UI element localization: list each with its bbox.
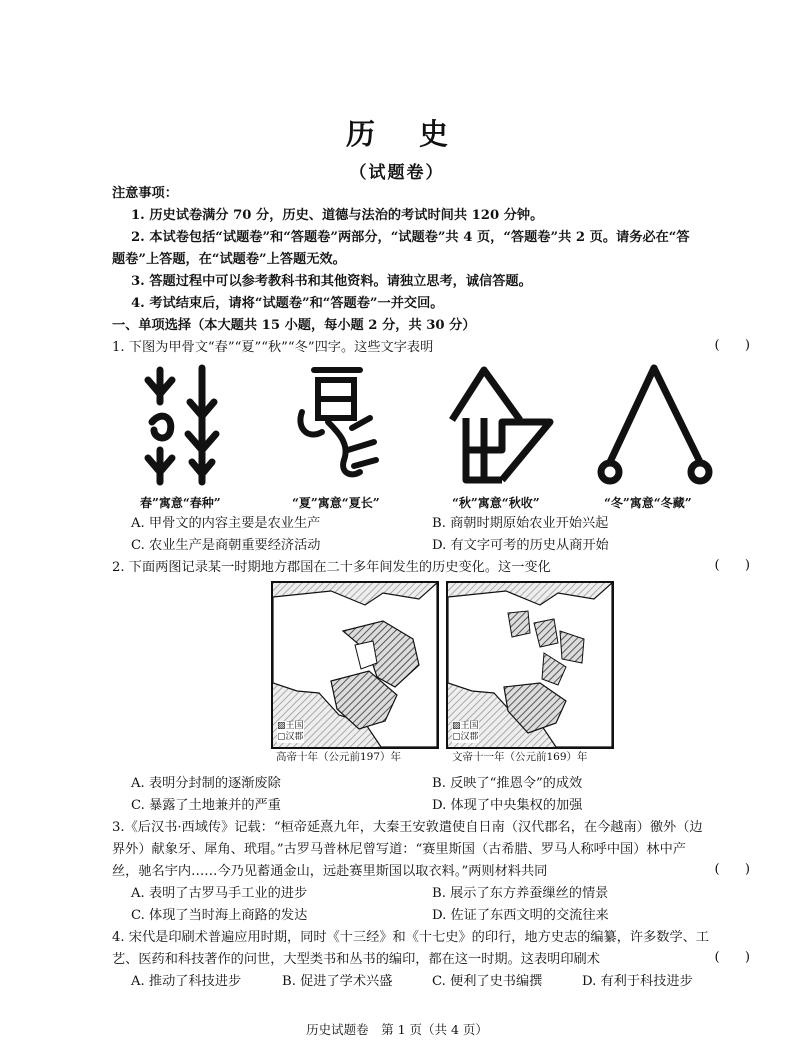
q3-line-1: 3.《后汉书·西域传》记载：“桓帝延熹九年，大秦王安敦遣使自日南（汉代郡名，在今越南）徼外（边	[112, 820, 703, 835]
note-2-cont: 题卷”上答题，在“试题卷”上答题无效。	[112, 252, 346, 267]
q1-caption-chun: 春”寓意“春种”	[140, 496, 221, 510]
q2-answer-paren: ( )	[714, 558, 750, 573]
q4-line-1: 4. 宋代是印刷术普遍应用时期，同时《十三经》和《十七史》的印行，地方史志的编纂，许多数学、工	[112, 930, 710, 945]
page-subtitle: （试题卷）	[349, 163, 445, 183]
map-gaodi-caption: 高帝十年（公元前197）年	[276, 751, 402, 763]
q2-option-d: D. 体现了中央集权的加强	[432, 798, 583, 813]
q4-line-2: 艺、医药和科技著作的问世，大型类书和丛书的编印，都在这一时期。这表明印刷术	[112, 952, 600, 967]
q1-answer-paren: ( )	[714, 338, 750, 353]
map-gaodi-legend: ▨王国 ▢汉郡	[277, 721, 304, 742]
oracle-qiu-glyph	[446, 362, 556, 487]
note-2: 2. 本试卷包括“试题卷”和“答题卷”两部分，“试题卷”共 4 页，“答题卷”共 2 页。请务必在“答	[131, 230, 690, 245]
section-heading: 一、单项选择（本大题共 15 小题，每小题 2 分，共 30 分）	[112, 318, 476, 333]
map-wendi	[446, 581, 614, 749]
q1-stem: 1. 下图为甲骨文“春”“夏”“秋”“冬”四字。这些文字表明	[112, 340, 434, 355]
q4-option-c: C. 便利了史书编撰	[432, 974, 543, 989]
q2-option-c: C. 暴露了土地兼并的严重	[131, 798, 281, 813]
page-footer: 历史试题卷 第 1 页（共 4 页）	[306, 1022, 488, 1037]
q1-option-c: C. 农业生产是商朝重要经济活动	[131, 538, 321, 553]
q1-option-a: A. 甲骨文的内容主要是农业生产	[131, 516, 321, 531]
map-wendi-caption: 文帝十一年（公元前169）年	[452, 751, 588, 763]
q3-option-b: B. 展示了东方养蚕缫丝的情景	[432, 886, 609, 901]
q1-option-b: B. 商朝时期原始农业开始兴起	[432, 516, 609, 531]
q4-option-b: B. 促进了学术兴盛	[282, 974, 393, 989]
q2-option-b: B. 反映了“推恩令”的成效	[432, 776, 583, 791]
note-1: 1. 历史试卷满分 70 分，历史、道德与法治的考试时间共 120 分钟。	[131, 208, 544, 223]
map-wendi-legend: ▨王国 ▢汉郡	[452, 721, 479, 742]
note-3: 3. 答题过程中可以参考教科书和其他资料。请独立思考，诚信答题。	[131, 274, 532, 289]
q3-line-2: 界外）献象牙、犀角、玳瑁。”古罗马普林尼曾写道：“赛里斯国（古希腊、罗马人称呼中国）林中产	[112, 842, 686, 857]
q1-option-d: D. 有文字可考的历史从商开始	[432, 538, 609, 553]
q3-option-c: C. 体现了当时海上商路的发达	[131, 908, 308, 923]
note-4: 4. 考试结束后，请将“试题卷”和“答题卷”一并交回。	[131, 296, 444, 311]
q3-answer-paren: ( )	[714, 862, 750, 877]
oracle-xia-glyph	[292, 362, 382, 487]
notes-heading: 注意事项：	[112, 186, 178, 201]
q2-stem: 2. 下面两图记录某一时期地方郡国在二十多年间发生的历史变化。这一变化	[112, 560, 551, 575]
q1-caption-qiu: “秋”寓意“秋收”	[452, 496, 540, 510]
q3-option-a: A. 表明了古罗马手工业的进步	[131, 886, 308, 901]
oracle-chun-glyph	[140, 362, 230, 487]
q1-caption-dong: “冬”寓意“冬藏”	[604, 496, 692, 510]
q1-caption-xia: “夏”寓意“夏长”	[292, 496, 380, 510]
q4-answer-paren: ( )	[714, 950, 750, 965]
q4-option-d: D. 有利于科技进步	[582, 974, 693, 989]
map-gaodi	[271, 581, 439, 749]
q3-line-3: 丝，驰名宇内……今乃见蓄通金山，远赴赛里斯国以取衣料。”两则材料共同	[112, 864, 548, 879]
q3-option-d: D. 佐证了东西文明的交流往来	[432, 908, 609, 923]
q2-option-a: A. 表明分封制的逐渐废除	[131, 776, 281, 791]
page-title: 历史	[345, 117, 492, 151]
q4-option-a: A. 推动了科技进步	[131, 974, 242, 989]
oracle-dong-glyph	[590, 362, 720, 487]
